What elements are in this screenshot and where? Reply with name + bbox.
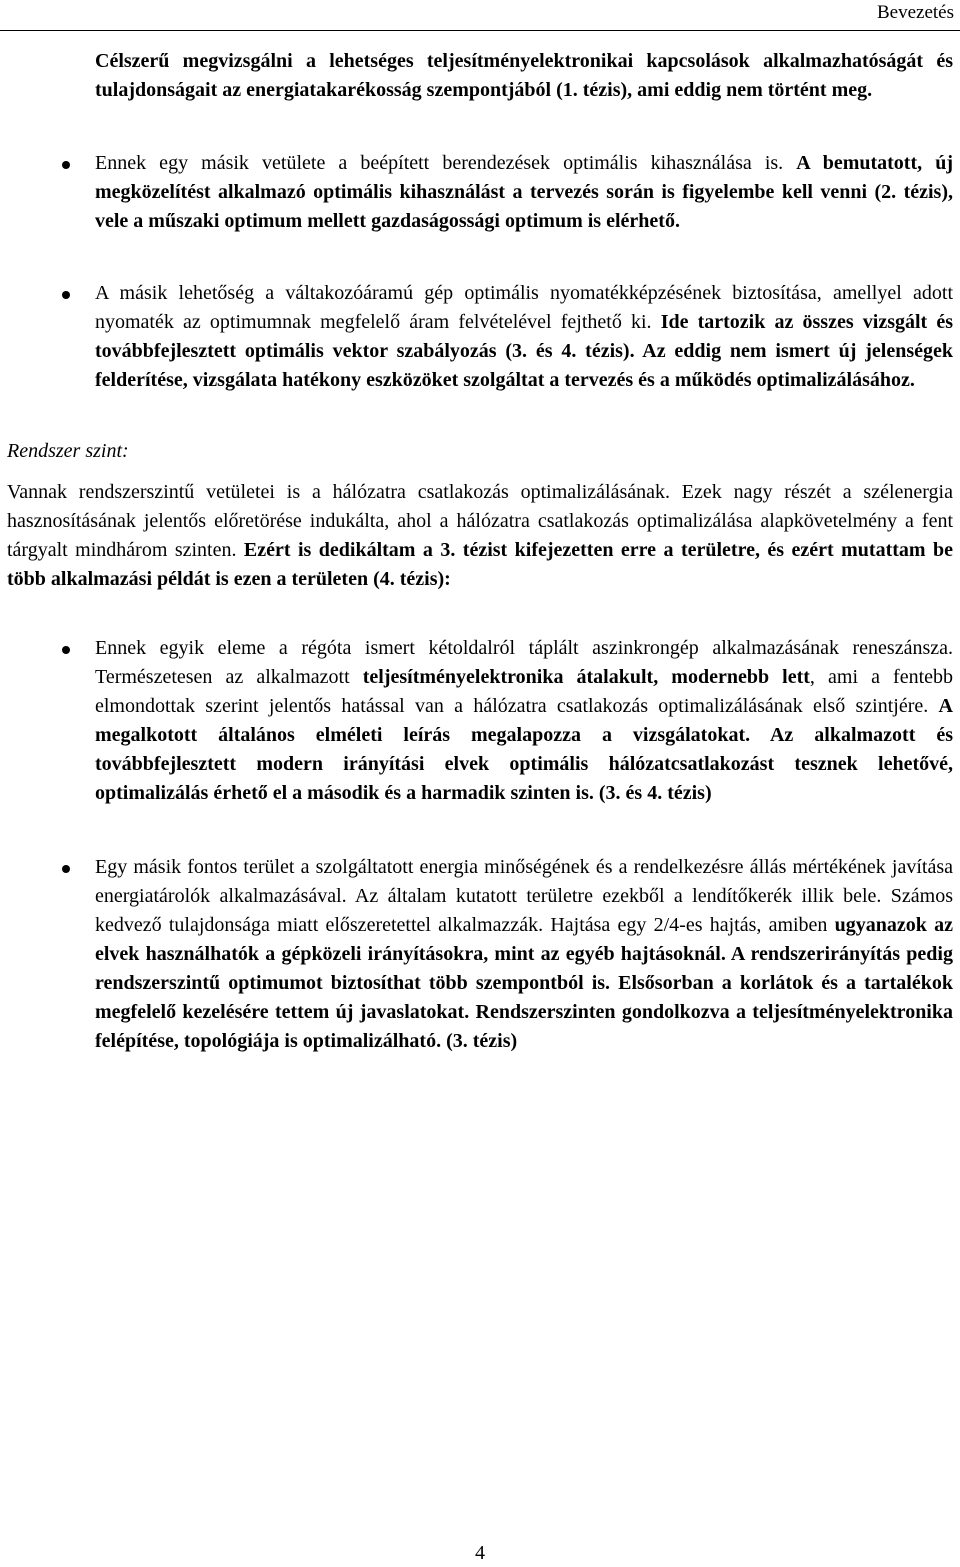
bullet3-bold-1: teljesítményelektronika átalakult, modernebb lett [362, 666, 810, 688]
system-text: Vannak rendszerszintű vetületei is a hálózatra csatlakozás optimalizálásának. Ezek nagy részét a szélenergia hasznosításának jelentős előretörése indukálta, ahol a hálózatra csatlakozás optimalizálása alapkövetelmény a fent tárgyalt mindhárom szinten. [7, 481, 953, 561]
system-bold-text: Ezért is dedikáltam a 3. tézist kifejezetten erre a területre, és ezért mutattam be több alkalmazási példát is ezen a területen (4. tézis): [7, 539, 953, 590]
bullet-item-4 [95, 853, 953, 1056]
bullet-dot-2 [62, 291, 70, 299]
bullet-item-3 [95, 634, 953, 808]
bullet4-bold-text: ugyanazok az elvek használhatók a gépközeli irányításokra, mint az egyéb hajtásoknál. A rendszerirányítás pedig rendszerszintű optimumot biztosíthat több szempontból is. Elsősorban a korlátok és a tartalékok megfelelő kezelésére tettem új javaslatokat. Rendszerszinten gondolkozva a teljesítményelektronika felépítése, topológiája is optimalizálható. (3. tézis) [95, 914, 953, 1052]
bullet-dot-1 [62, 161, 70, 169]
intro-paragraph [95, 47, 953, 105]
bullet2-bold-text: Ide tartozik az összes vizsgált és továbbfejlesztett optimális vektor szabályozás (3. és 4. tézis). Az eddig nem ismert új jelenségek felderítése, vizsgálata hatékony eszközöket szolgáltat a tervezés és a működés optimalizálásához. [95, 311, 953, 391]
header-title: Bevezetés [876, 2, 954, 23]
bullet1-text: Ennek egy másik vetülete a beépített berendezések optimális kihasználása is. [95, 152, 797, 174]
page-header [0, 0, 960, 31]
bullet-item-2 [95, 279, 953, 395]
bullet3-text-1: Ennek egyik eleme a régóta ismert kétoldalról táplált aszinkrongép alkalmazásának reneszánsza. Természetesen az alkalmazott [95, 637, 953, 688]
intro-bold-text: Célszerű megvizsgálni a lehetséges teljesítményelektronikai kapcsolások alkalmazhatóságát és tulajdonságait az energiatakarékosság szempontjából (1. tézis), ami eddig nem történt meg. [95, 50, 953, 101]
bullet1-bold-text: A bemutatott, új megközelítést alkalmazó optimális kihasználást a tervezés során is figyelembe kell venni (2. tézis), vele a műszaki optimum mellett gazdaságossági optimum is elérhető. [95, 152, 953, 232]
bullet-dot-3 [62, 646, 70, 654]
section-heading: Rendszer szint: [7, 440, 129, 462]
bullet4-text: Egy másik fontos terület a szolgáltatott energia minőségének és a rendelkezésre állás mértékének javítása energiatárolók alkalmazásával. Az általam kutatott területre ezekből a lendítőkerék illik bele. Számos kedvező tulajdonsága miatt előszeretettel alkalmazzák. Hajtása egy 2/4-es hajtás, amiben [95, 856, 953, 936]
bullet3-text-2: , ami a fentebb elmondottak szerint jelentős hatással van a hálózatra csatlakozás optimalizálásának első szintjére. [95, 666, 954, 717]
bullet2-text: A másik lehetőség a váltakozóáramú gép optimális nyomatékképzésének biztosítása, amellyel adott nyomaték az optimumnak megfelelő áram felvételével fejthető ki. [95, 282, 953, 333]
bullet-item-1 [95, 149, 953, 236]
bullet3-bold-2: A megalkotott általános elméleti leírás megalapozza a vizsgálatokat. Az alkalmazott és továbbfejlesztett modern irányítási elvek optimális hálózatcsatlakozást tesznek lehetővé, optimalizálás érhető el a második és a harmadik szinten is. (3. és 4. tézis) [95, 695, 953, 804]
system-paragraph [7, 478, 953, 594]
bullet-dot-4 [62, 865, 70, 873]
page-number: 4 [475, 1542, 485, 1564]
